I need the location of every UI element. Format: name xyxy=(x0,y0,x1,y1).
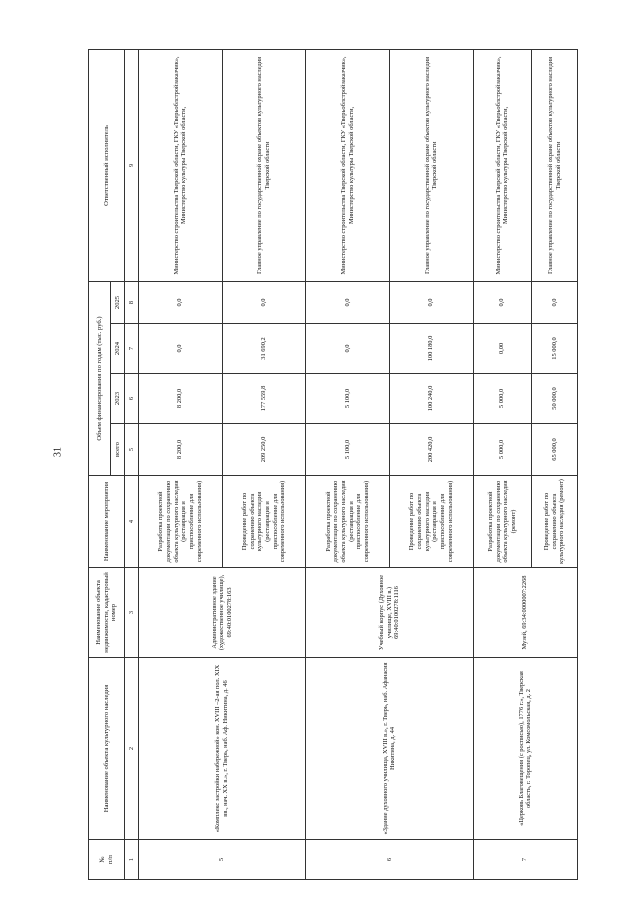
measure-name: Проведение работ по сохранению объекта культурного наследия (реставрация и приспособление для современного использования) xyxy=(222,476,306,568)
measure-name: Разработка проектной документации по сохранению объекта культурного наследия (ремонт) xyxy=(473,476,531,568)
funding-2023: 5 100,0 xyxy=(306,374,390,424)
funding-2023: 50 000,0 xyxy=(532,374,578,424)
table-row xyxy=(306,49,390,879)
funding-2025: 0,0 xyxy=(532,281,578,323)
funding-2024: 31 690,2 xyxy=(222,324,306,374)
funding-total: 8 200,0 xyxy=(139,424,223,476)
row-number: 5 xyxy=(139,840,306,880)
header-object-name: Наименование объекта культурного наследия xyxy=(89,658,125,840)
funding-2023: 100 240,0 xyxy=(389,374,473,424)
responsible-executor: Главное управление по государственной охране объектов культурного наследия Тверской области xyxy=(222,49,306,281)
responsible-executor: Главное управление по государственной охране объектов культурного наследия Тверской области xyxy=(532,49,578,281)
measure-name: Проведение работ по сохранению объекта культурного наследия (реставрация и приспособление для современного использования) xyxy=(389,476,473,568)
measure-name: Разработка проектной документации по сохранению объекта культурного наследия (реставрация и приспособление для современного использования) xyxy=(306,476,390,568)
measure-name: Проведение работ по сохранению объекта культурного наследия (ремонт) xyxy=(532,476,578,568)
col-number: 3 xyxy=(125,568,139,658)
funding-2024: 0,0 xyxy=(306,324,390,374)
header-responsible: Ответственный исполнитель xyxy=(89,49,125,281)
object-name: «Церковь Благовещения (с росписью), 1776 г.», Тверская область, г. Торопец, ул. Комсомольская, д. 2 xyxy=(473,658,577,840)
funding-total: 5 000,0 xyxy=(473,424,531,476)
table-row xyxy=(139,49,223,879)
funding-2025: 0,0 xyxy=(139,281,223,323)
responsible-executor: Главное управление по государственной охране объектов культурного наследия Тверской области xyxy=(389,49,473,281)
funding-2025: 0,0 xyxy=(473,281,531,323)
col-number: 5 xyxy=(125,424,139,476)
funding-2025: 0,0 xyxy=(389,281,473,323)
row-number: 7 xyxy=(473,840,577,880)
col-number: 8 xyxy=(125,281,139,323)
responsible-executor: Министерство строительства Тверской области, ГКУ «Тверьоблстройзаказчик», Министерство культуры Тверской области, xyxy=(139,49,223,281)
funding-2024: 100 180,0 xyxy=(389,324,473,374)
col-number: 9 xyxy=(125,49,139,281)
funding-2025: 0,0 xyxy=(306,281,390,323)
col-number: 4 xyxy=(125,476,139,568)
funding-2024: 0,00 xyxy=(473,324,531,374)
responsible-executor: Министерство строительства Тверской области, ГКУ «Тверьоблстройзаказчик», Министерство культуры Тверской области, xyxy=(306,49,390,281)
row-number: 6 xyxy=(306,840,473,880)
funding-total: 65 000,0 xyxy=(532,424,578,476)
funding-2023: 5 000,0 xyxy=(473,374,531,424)
object-name: «Комплекс застройки набережной» кон. XVIII –2-ая пол. XIX вв., нач. XX в.», г. Тверь, наб. Аф. Никитина, д. 46 xyxy=(139,658,306,840)
col-number: 7 xyxy=(125,324,139,374)
header-total: всего xyxy=(111,424,125,476)
header-property-name: Наименование объекта недвижимости, кадастровый номер xyxy=(89,568,125,658)
funding-2023: 177 559,8 xyxy=(222,374,306,424)
header-funding: Объем финансирования по годам (тыс. руб.) xyxy=(89,281,111,475)
funding-total: 200 420,0 xyxy=(389,424,473,476)
property-name: Музей, 69:34:0000007:2268 xyxy=(473,568,577,658)
col-number: 6 xyxy=(125,374,139,424)
funding-total: 5 100,0 xyxy=(306,424,390,476)
object-name: «Здание духовного училища, XVIII в.», г. Тверь, наб. Афанасия Никитина, д. 44 xyxy=(306,658,473,840)
page-number: 31 xyxy=(52,447,64,457)
header-2024: 2024 xyxy=(111,324,125,374)
funding-2024: 15 000,0 xyxy=(532,324,578,374)
table-row xyxy=(473,49,531,879)
funding-total: 209 250,0 xyxy=(222,424,306,476)
header-no: № п/п xyxy=(89,840,125,880)
funding-2023: 8 200,0 xyxy=(139,374,223,424)
funding-2025: 0,0 xyxy=(222,281,306,323)
header-2023: 2023 xyxy=(111,374,125,424)
measure-name: Разработка проектной документации по сохранению объекта культурного наследия (реставрация и приспособление для современного использования) xyxy=(139,476,223,568)
property-name: Учебный корпус (Духовное училище, XVIII в.) 69:40:0100278:1116 xyxy=(306,568,473,658)
col-number: 2 xyxy=(125,658,139,840)
header-measure: Наименование мероприятия xyxy=(89,476,125,568)
responsible-executor: Министерство строительства Тверской области, ГКУ «Тверьоблстройзаказчик», Министерство культуры Тверской области, xyxy=(473,49,531,281)
header-2025: 2025 xyxy=(111,281,125,323)
rotated-table-container xyxy=(88,50,578,880)
property-name: Административное здание (художественное училище), 69:40:0100278:163 xyxy=(139,568,306,658)
col-number: 1 xyxy=(125,840,139,880)
funding-2024: 0,0 xyxy=(139,324,223,374)
cultural-heritage-table xyxy=(88,49,578,880)
